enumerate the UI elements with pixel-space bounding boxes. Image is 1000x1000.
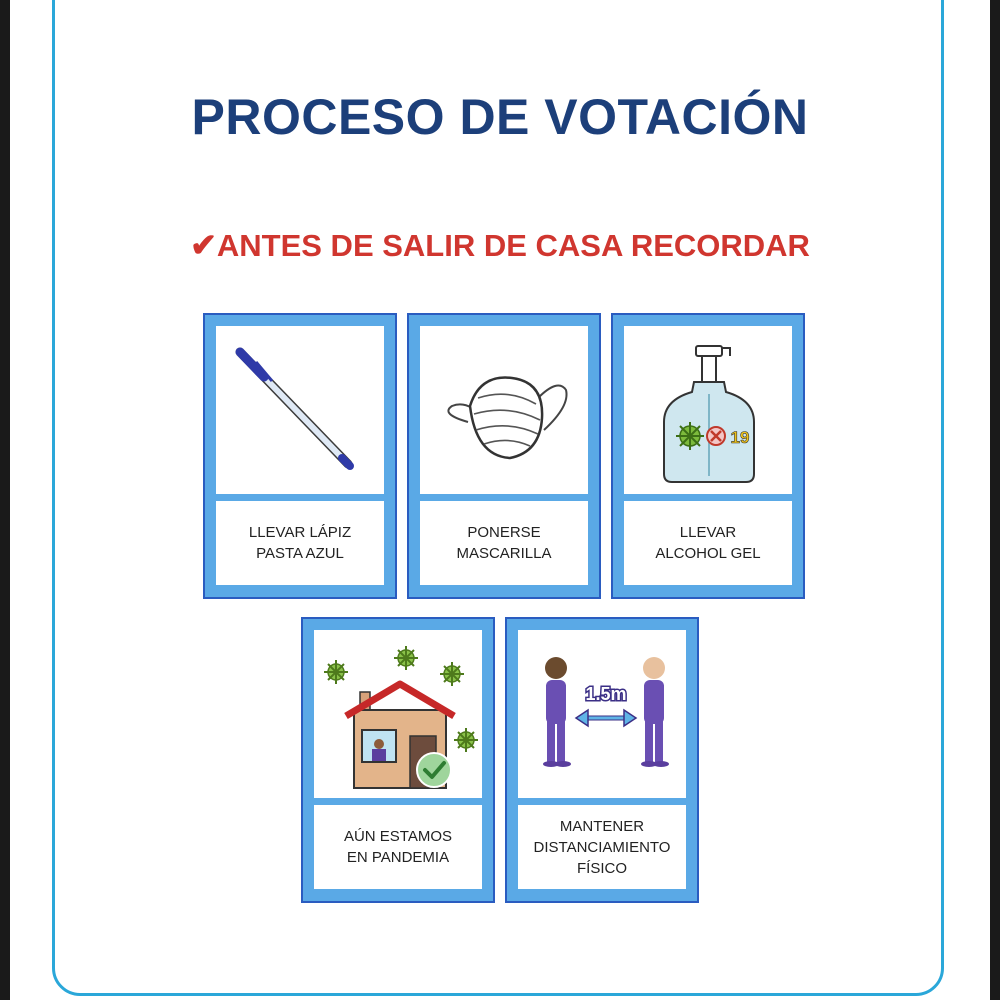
card-caption: AÚN ESTAMOS EN PANDEMIA xyxy=(314,805,482,889)
card-distancing xyxy=(505,617,699,903)
page-subtitle xyxy=(0,226,1000,264)
card-caption: LLEVAR ALCOHOL GEL xyxy=(624,501,792,585)
checkmark-icon: ✔ xyxy=(190,227,217,263)
distance-label: 1.5m xyxy=(585,684,627,704)
card-caption: MANTENER DISTANCIAMIENTO FÍSICO xyxy=(518,805,686,889)
card-image xyxy=(518,630,686,798)
card-pandemic xyxy=(301,617,495,903)
card-image xyxy=(216,326,384,494)
card-alcohol-gel xyxy=(611,313,805,599)
card-caption: LLEVAR LÁPIZ PASTA AZUL xyxy=(216,501,384,585)
page-title: PROCESO DE VOTACIÓN xyxy=(191,89,809,145)
subtitle-text: ANTES DE SALIR DE CASA RECORDAR xyxy=(216,228,810,263)
social-distancing-icon xyxy=(518,630,686,798)
face-mask-icon xyxy=(420,326,588,494)
card-pen xyxy=(203,313,397,599)
card-caption: PONERSE MASCARILLA xyxy=(420,501,588,585)
card-image xyxy=(314,630,482,798)
house-pandemic-icon xyxy=(314,630,482,798)
card-image xyxy=(420,326,588,494)
alcohol-gel-bottle-icon xyxy=(624,326,792,494)
card-image xyxy=(624,326,792,494)
card-mask xyxy=(407,313,601,599)
blue-pen-icon xyxy=(216,326,384,494)
gel-bottle-label: 19 xyxy=(730,428,750,447)
